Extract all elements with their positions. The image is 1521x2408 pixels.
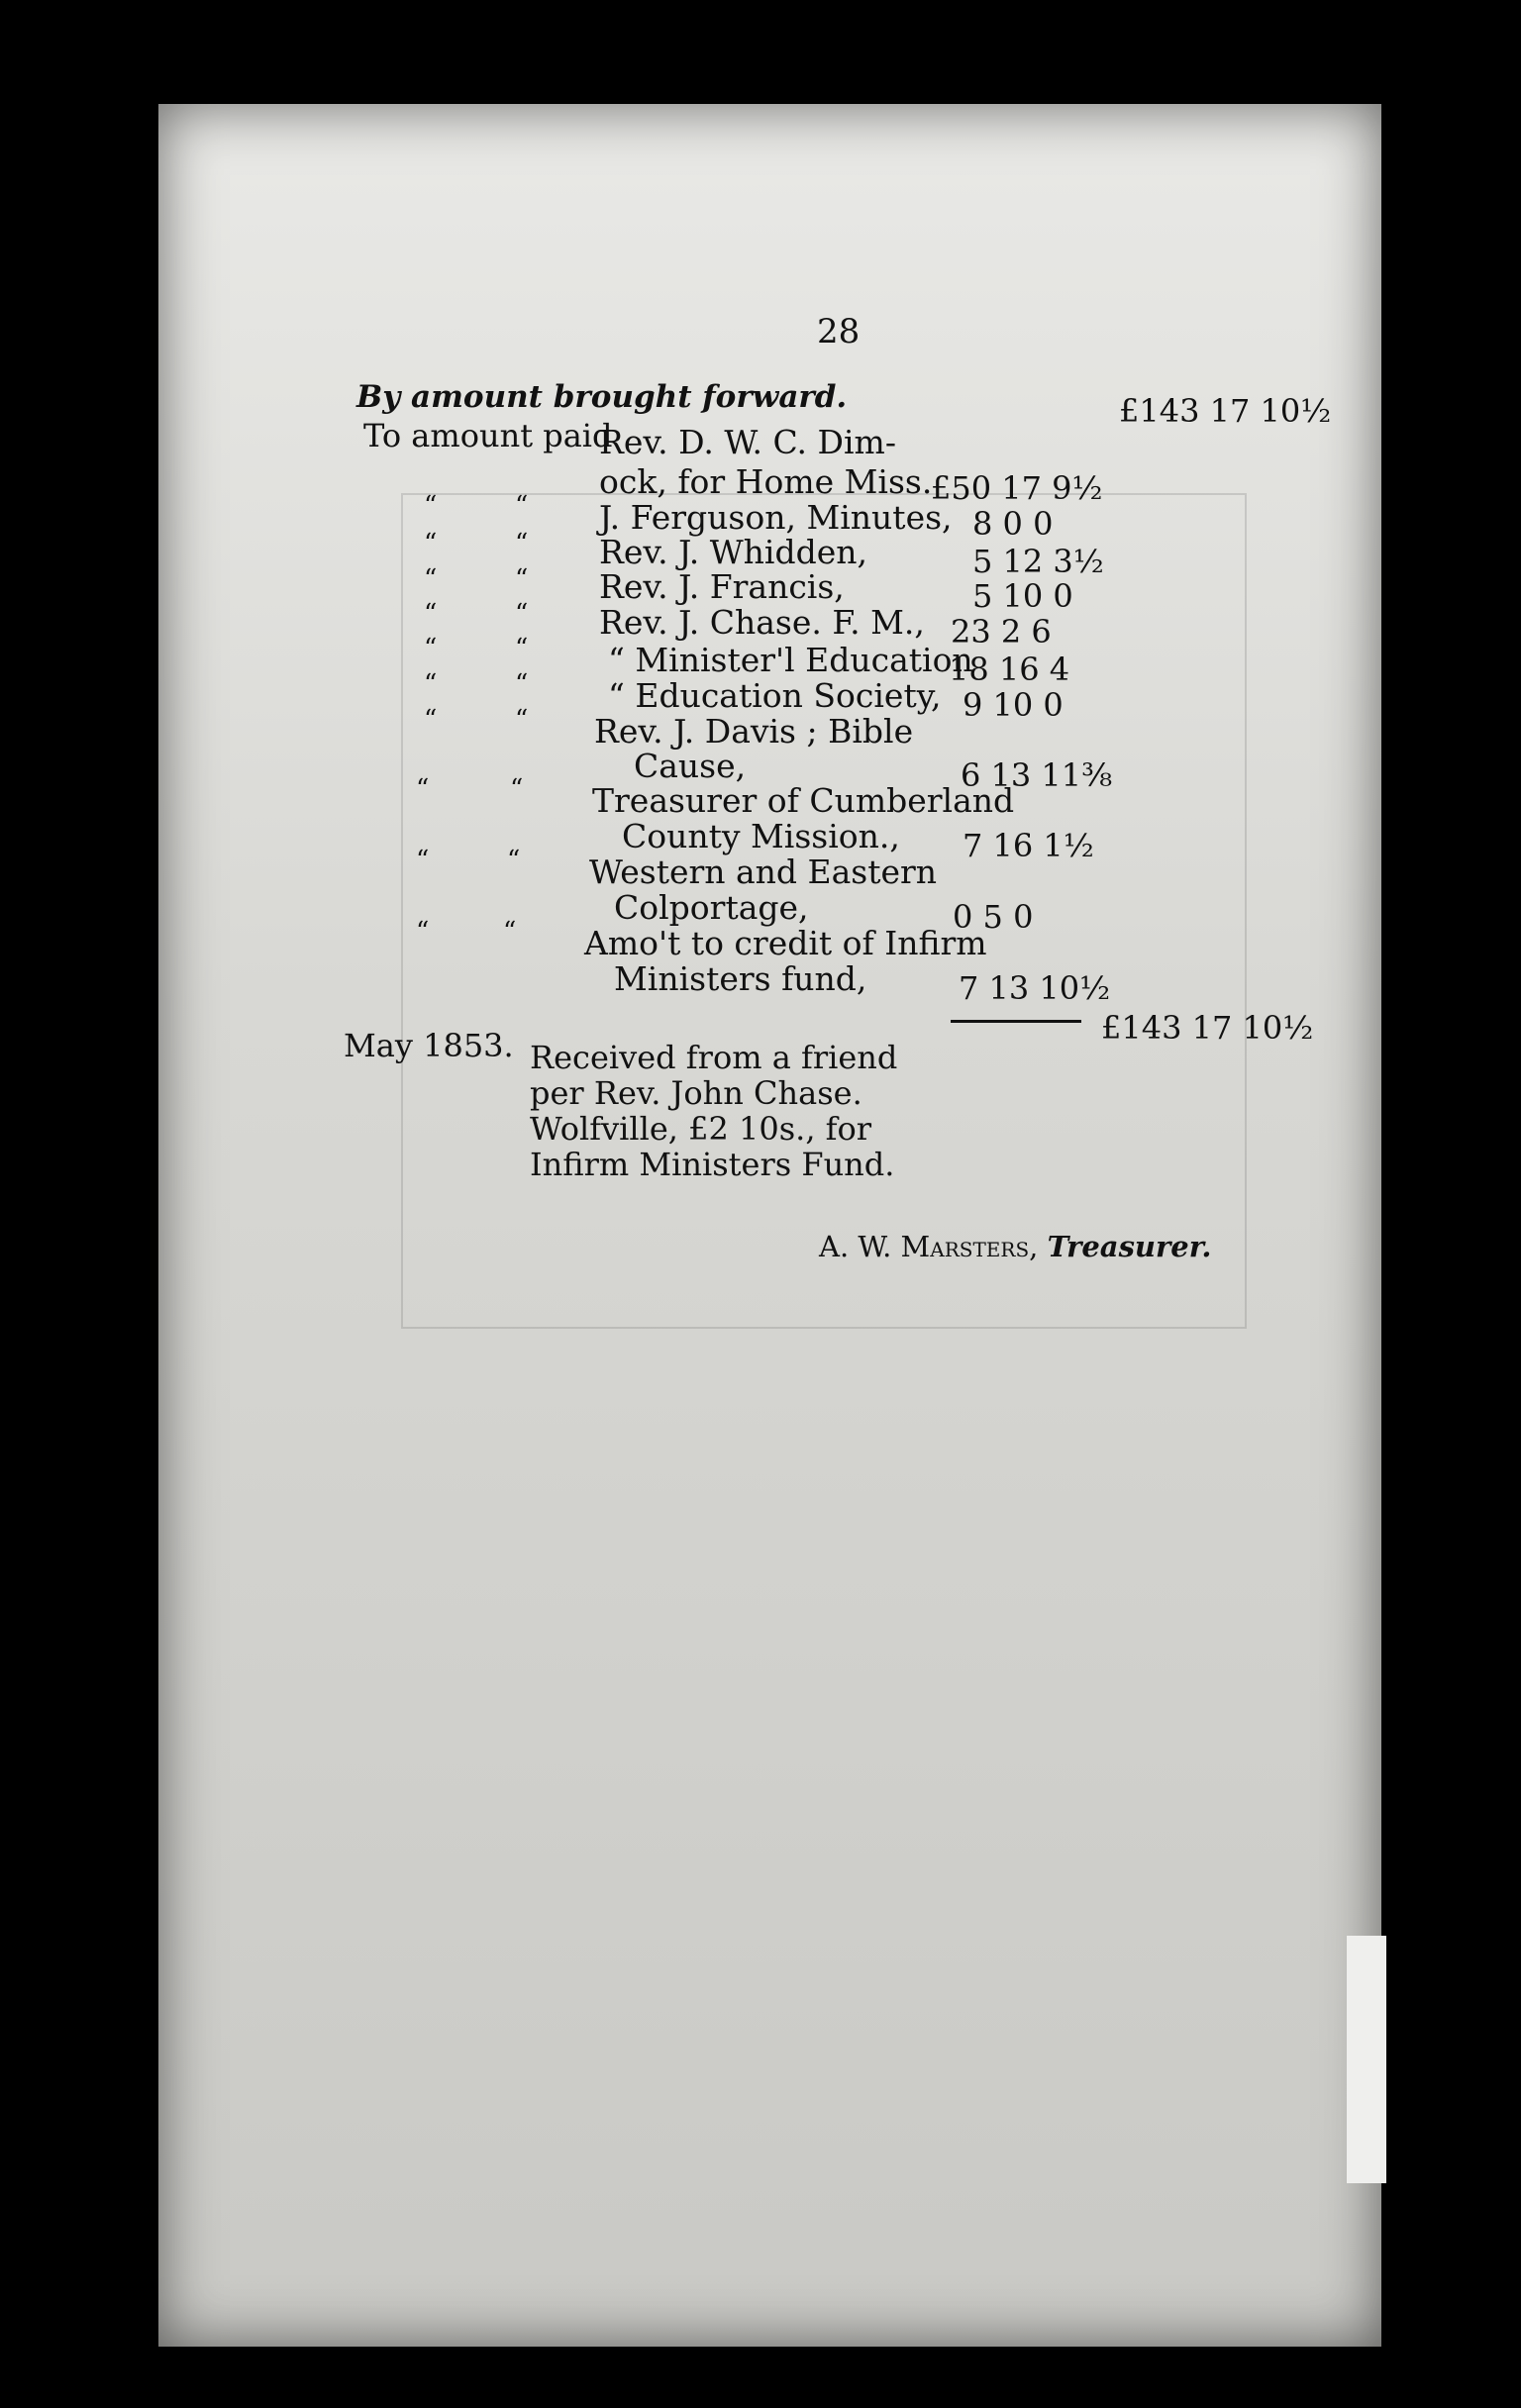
entry-line: “ Education Society,	[608, 676, 942, 715]
entry-amount: 9 10 0	[963, 686, 1064, 724]
ditto-mark: “	[515, 599, 529, 629]
entry-line: Rev. J. Whidden,	[599, 533, 867, 571]
entry-amount: 23 2 6	[951, 613, 1052, 651]
ditto-mark: “	[515, 669, 529, 699]
entry-line: ock, for Home Miss.	[599, 462, 933, 501]
ditto-mark: “	[416, 846, 430, 875]
paper-tab	[1347, 1936, 1386, 2183]
entry-line: Rev. J. Francis,	[599, 567, 845, 606]
page-number: 28	[817, 312, 861, 351]
entry-line: Western and Eastern	[589, 853, 938, 891]
entry-amount: 6 13 11⅜	[961, 756, 1113, 794]
entry-amount: 7 13 10½	[959, 969, 1111, 1007]
ditto-mark: “	[416, 774, 430, 804]
entry-amount: £50 17 9½	[931, 469, 1103, 507]
to-amount-paid-label: To amount paid	[363, 417, 613, 454]
entry-line: County Mission.,	[622, 817, 900, 855]
ditto-mark: “	[424, 634, 438, 663]
entry-line: “ Minister'l Education	[608, 641, 973, 679]
entry-line: J. Ferguson, Minutes,	[599, 498, 953, 537]
received-line: per Rev. John Chase.	[530, 1074, 862, 1112]
entry-line: Rev. J. Chase. F. M.,	[599, 603, 925, 642]
ditto-mark: “	[424, 669, 438, 699]
brought-forward-amount: £143 17 10½	[1119, 392, 1332, 430]
entry-line: Cause,	[634, 747, 747, 785]
treasurer-name: A. W. Marsters,	[819, 1230, 1039, 1263]
ditto-mark: “	[503, 917, 517, 947]
brought-forward-label: By amount brought forward.	[356, 379, 848, 415]
entry-amount: 8 0 0	[972, 505, 1054, 543]
entry-amount: 5 12 3½	[972, 543, 1104, 580]
received-line: Received from a friend	[530, 1039, 898, 1076]
ditto-mark: “	[416, 917, 430, 947]
entry-line: Amo't to credit of Infirm	[584, 924, 987, 962]
ditto-mark: “	[424, 599, 438, 629]
ditto-mark: “	[424, 705, 438, 735]
ditto-mark: “	[515, 564, 529, 594]
ditto-mark: “	[515, 705, 529, 735]
entry-line: Ministers fund,	[614, 959, 867, 998]
ditto-mark: “	[424, 529, 438, 558]
entry-amount: 18 16 4	[949, 651, 1070, 688]
sum-rule	[951, 1020, 1081, 1023]
ditto-mark: “	[510, 774, 524, 804]
entry-amount: 0 5 0	[953, 898, 1034, 936]
entry-amount: 5 10 0	[972, 577, 1073, 615]
entry-amount: 7 16 1½	[963, 827, 1094, 864]
total-amount: £143 17 10½	[1101, 1009, 1314, 1047]
ditto-mark: “	[424, 491, 438, 521]
received-line: Wolfville, £2 10s., for	[530, 1110, 872, 1148]
entry-line: Rev. D. W. C. Dim-	[599, 423, 896, 461]
ditto-mark: “	[424, 564, 438, 594]
received-date: May 1853.	[344, 1027, 514, 1064]
received-line: Infirm Ministers Fund.	[530, 1146, 895, 1183]
entry-line: Treasurer of Cumberland	[592, 781, 1015, 820]
ditto-mark: “	[515, 529, 529, 558]
ditto-mark: “	[515, 491, 529, 521]
signature	[819, 1230, 1212, 1263]
entry-line: Colportage,	[614, 888, 809, 927]
entry-line: Rev. J. Davis ; Bible	[594, 712, 914, 751]
ditto-mark: “	[515, 634, 529, 663]
ditto-mark: “	[507, 846, 521, 875]
treasurer-title: Treasurer.	[1047, 1230, 1212, 1263]
